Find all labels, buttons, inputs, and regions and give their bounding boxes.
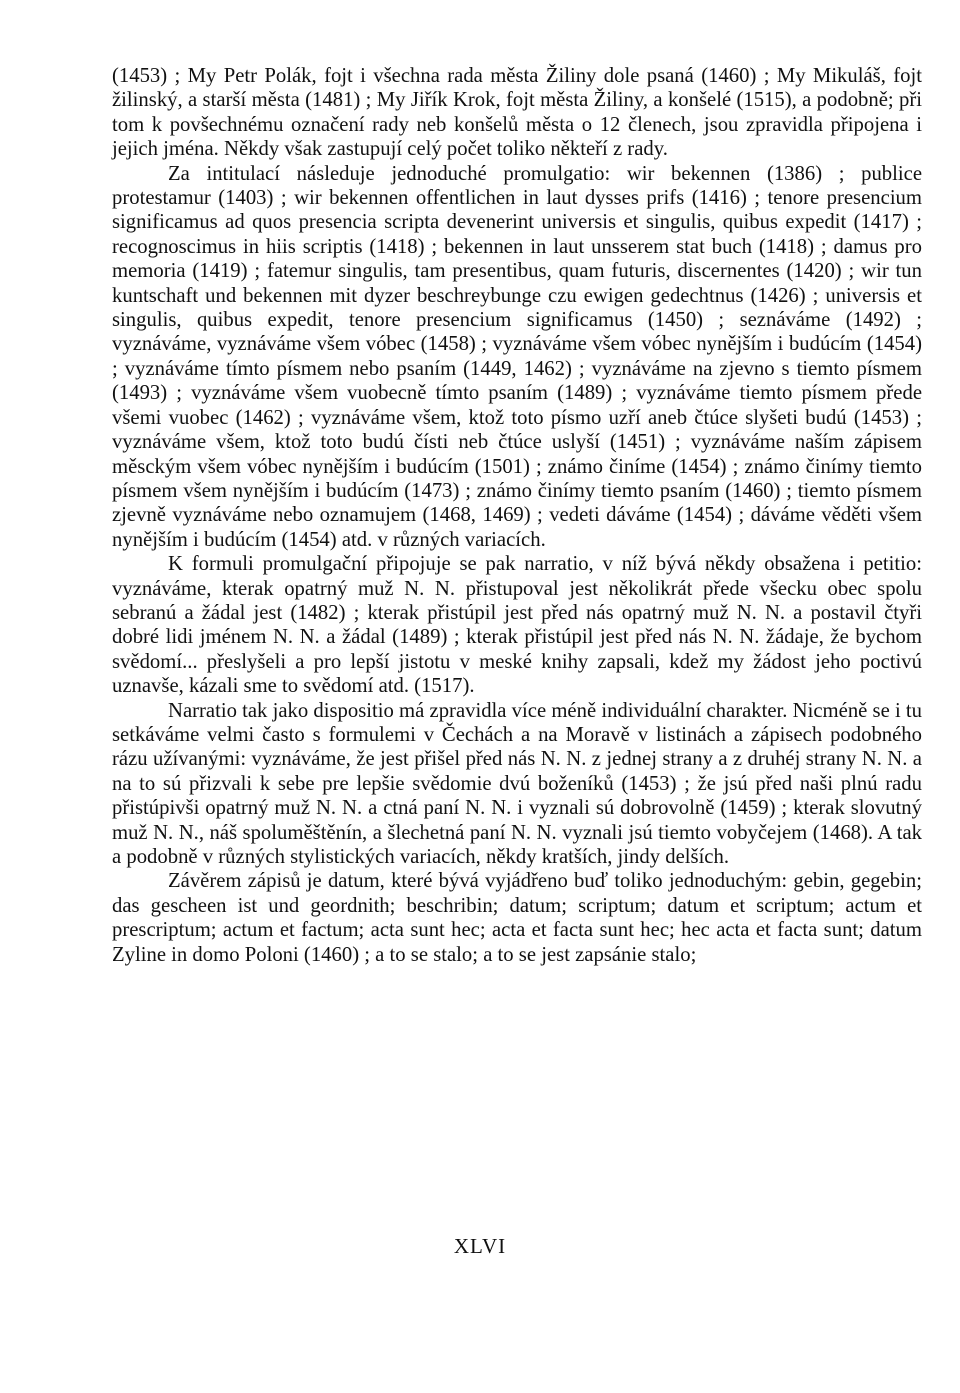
page-number: XLVI xyxy=(453,1234,507,1258)
paragraph-promulgatio: Za intitulací následuje jednoduché promulgatio: wir bekennen (1386) ; publice protestamur (1403) ; wir bekennen offentlichen in laut dysses prifs (1416) ; tenore presencium significamus ad quos presencia scripta devenerint universis et singulis, quibus expedit (1417) ; recognoscimus in hiis scriptis (1418) ; bekennen in laut unsserem stat buch (1418) ; damus pro memoria (1419) ; fatemur singulis, tam presentibus, quam futuris, discernentes (1420) ; wir tun kuntschaft und bekennen mit dyzer beschreybunge czu ewigen gedechtnus (1426) ; universis et singulis, quibus expedit, tenore presencium significamus (1450) ; seznáváme (1492) ; vyznáváme, vyznáváme všem vóbec (1458) ; vyznáváme všem vóbec nynějším i budúcím (1454) ; vyznáváme tímto písmem nebo psaním (1449, 1462) ; vyznáváme na zjevno s tiemto písmem (1493) ; vyznáváme všem vuobecně tímto psaním (1489) ; vyznáváme tiemto písmem přede všemi vuobec (1462) ; vyznáváme všem, ktož toto písmo uzří aneb čtúce slyšeti budú (1453) ; vyznáváme všem, ktož toto budú čísti neb čtúce uslyší (1451) ; vyznáváme naším zápisem měsckým všem vóbec nynějším i budúcím (1501) ; známo činíme (1454) ; známo činímy tiemto písmem všem nynějším i budúcím (1473) ; známo činímy tiemto psaním (1460) ; tiemto písmem zjevně vyznáváme nebo oznamujem (1468, 1469) ; vedeti dáváme (1454) ; dáváme věděti všem nynějším i budúcím (1454) atd. v různých variacích. xyxy=(112,162,922,551)
document-body xyxy=(112,64,922,967)
paragraph-datum: Závěrem zápisů je datum, které bývá vyjádřeno buď toliko jednoduchým: gebin, gegebin; das gescheen ist und geordnith; beschribin; datum; scriptum; datum et scriptum; actum et prescriptum; actum et factum; acta sunt hec; acta et facta sunt hec; hec acta et facta sunt; datum Zyline in domo Poloni (1460) ; a to se stalo; a to se jest zapsánie stalo; xyxy=(112,870,922,966)
paragraph-narratio-dispositio: Narratio tak jako dispositio má zpravidla více méně individuální charakter. Nicméně se i tu setkáváme velmi často s formulemi v Čechách a na Moravě v listinách a zápisech podobného rázu užívanými: vyznáváme, že jest přišel před nás N. N. z jednej strany a z druhéj strany N. N. a na to sú přizvali k sebe pre lepšie svědomie dvú boženíků (1453) ; že jsú před naši plnú radu přistúpivši opatrný muž N. N. a ctná paní N. N. i vyznali sú dobrovolně (1459) ; kterak slovutný muž N. N., náš spoluměštěnín, a šlechetná paní N. N. vyznali jsú tiemto vobyčejem (1468). A tak a podobně v různých stylistických variacích, někdy kratších, jindy delších. xyxy=(112,699,922,868)
paragraph-narratio: K formuli promulgační připojuje se pak narratio, v níž bývá někdy obsažena i petitio: vyznáváme, kterak opatrný muž N. N. přistupoval jest několikrát přede všecku obec spolu sebranú a žádal jest (1482) ; kterak přistúpil jest před nás opatrný muž N. N. a postavil čtyři dobré lidi jménem N. N. a žádal (1489) ; kterak přistúpil jest před nás N. N. žádaje, že bychom svědomí... přeslyšeli a pro lepší jistotu v meské knihy zapsali, kdež my žádost jeho poctivú uznavše, kázali sme to svědomí atd. (1517). xyxy=(112,553,922,698)
paragraph-intitulatio: (1453) ; My Petr Polák, fojt i všechna rada města Žiliny dole psaná (1460) ; My Mikuláš, fojt žilinský, a starší města (1481) ; My Jiřík Krok, fojt města Žiliny, a konšelé (1515), a podobně; při tom k povšechnému označení rady neb konšelů města o 12 členech, jsou zpravidla připojena i jejich jména. Někdy však zastupují celý počet toliko někteří z rady. xyxy=(112,65,922,161)
